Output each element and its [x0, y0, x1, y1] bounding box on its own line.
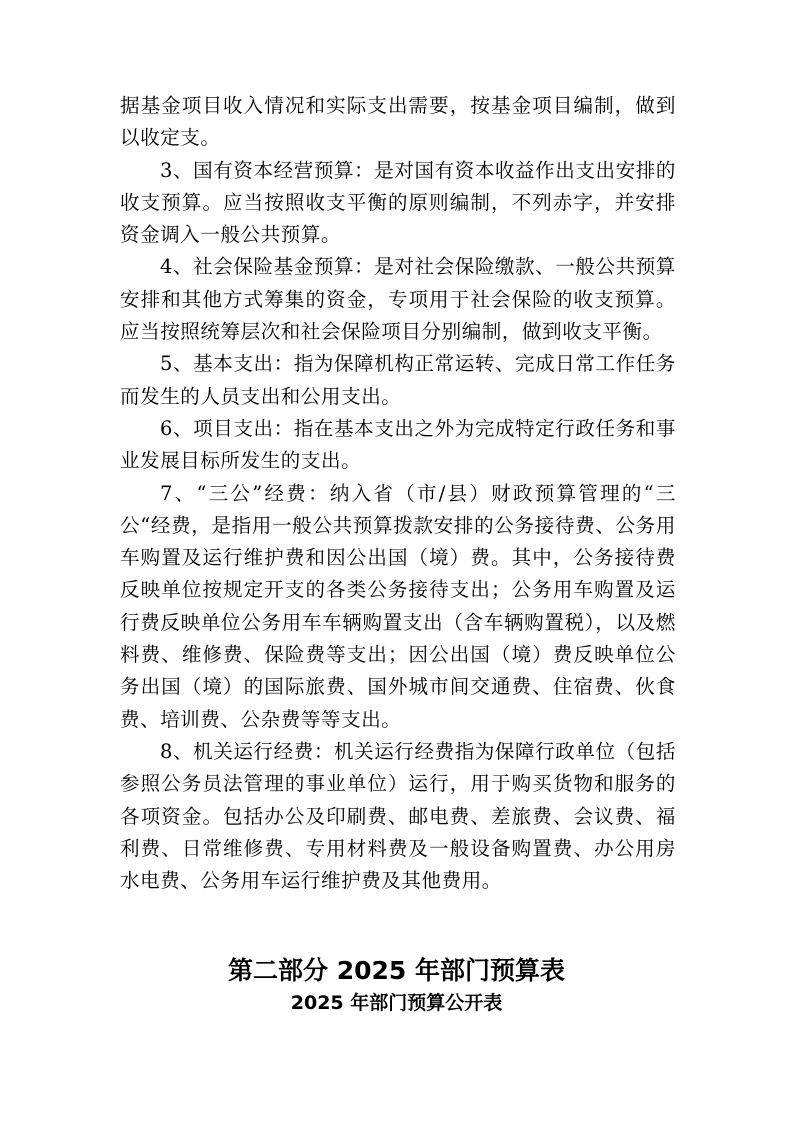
paragraph-three-public-expenses: 7、“三公”经费：纳入省（市/县）财政预算管理的“三公“经费，是指用一般公共预算拨款安排的公务接待费、公务用车购置及运行维护费和因公出国（境）费。其中，公务接待费反映单位按规定开支的各类公务接待支出；公务用车购置及运行费反映单位公务用车车辆购置支出（含车辆购置税），以及燃料费、维修费、保险费等支出；因公出国（境）费反映单位公务出国（境）的国际旅费、国外城市间交通费、住宿费、伙食费、培训费、公杂费等等支出。 [120, 481, 676, 731]
paragraph-fund-budget-continued: 据基金项目收入情况和实际支出需要，按基金项目编制，做到以收定支。 [120, 94, 676, 150]
section-title: 第二部分 2025 年部门预算表 [228, 956, 565, 985]
paragraph-state-capital-budget: 3、国有资本经营预算：是对国有资本收益作出支出安排的收支预算。应当按照收支平衡的原则编制，不列赤字，并安排资金调入一般公共预算。 [120, 158, 676, 247]
paragraph-social-insurance-budget: 4、社会保险基金预算：是对社会保险缴款、一般公共预算安排和其他方式筹集的资金，专项用于社会保险的收支预算。应当按照统筹层次和社会保险项目分别编制，做到收支平衡。 [120, 255, 676, 344]
paragraph-basic-expenditure: 5、基本支出：指为保障机构正常运转、完成日常工作任务而发生的人员支出和公用支出。 [120, 352, 676, 408]
paragraph-office-operating-expenses: 8、机关运行经费：机关运行经费指为保障行政单位（包括参照公务员法管理的事业单位）运行，用于购买货物和服务的各项资金。包括办公及印刷费、邮电费、差旅费、会议费、福利费、日常维修费、专用材料费及一般设备购置费、办公用房水电费、公务用车运行维护费及其他费用。 [120, 739, 676, 893]
paragraph-project-expenditure: 6、项目支出：指在基本支出之外为完成特定行政任务和事业发展目标所发生的支出。 [120, 416, 676, 473]
section-subtitle: 2025 年部门预算公开表 [290, 992, 503, 1014]
document-body [120, 90, 676, 897]
